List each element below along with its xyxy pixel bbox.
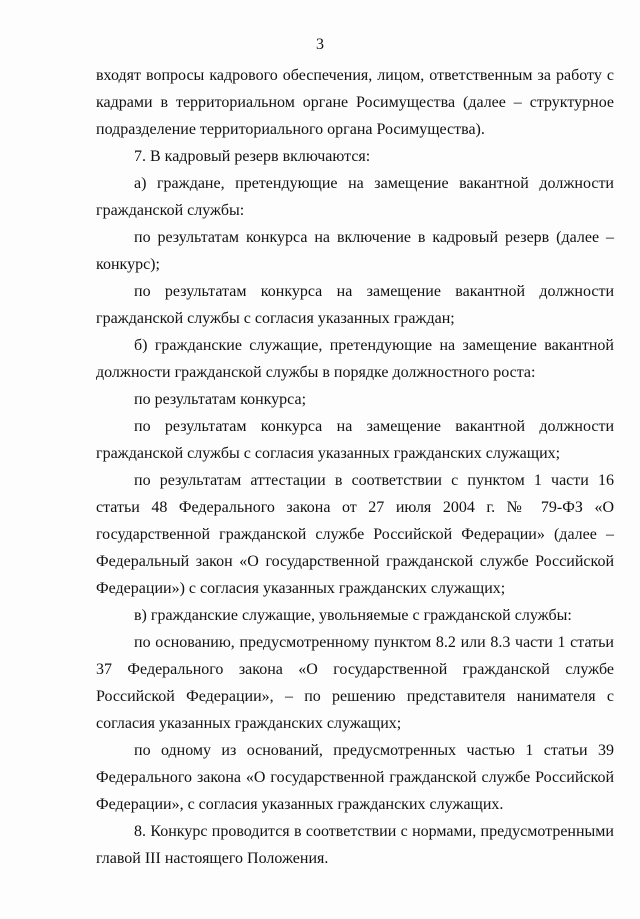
paragraph-item-7b: б) гражданские служащие, претендующие на замещение вакантной должности гражданской службы в порядке должностного роста: xyxy=(96,337,614,381)
paragraph-item-7b-1: по результатам конкурса; xyxy=(134,391,307,408)
paragraph-item-7b-2: по результатам конкурса на замещение вакантной должности гражданской службы с согласия указанных гражданских служащих; xyxy=(96,418,614,462)
paragraph-item-8: 8. Конкурс проводится в соответствии с нормами, предусмотренными главой III настоящего Положения. xyxy=(96,823,614,867)
paragraph-continuation: входят вопросы кадрового обеспечения, лицом, ответственным за работу с кадрами в территориальном органе Росимущества (далее – структурное подразделение территориального органа Росимущества). xyxy=(96,67,614,138)
paragraph-item-7a: а) граждане, претендующие на замещение вакантной должности гражданской службы: xyxy=(96,175,614,219)
document-body xyxy=(96,62,614,872)
paragraph-item-7v-1: по основанию, предусмотренному пунктом 8.2 или 8.3 части 1 статьи 37 Федерального закона «О государственной гражданской службе Российской Федерации», – по решению представителя нанимателя с согласия указанных гражданских служащих; xyxy=(96,634,614,732)
page-number: 3 xyxy=(316,36,324,53)
paragraph-item-7b-3: по результатам аттестации в соответствии с пунктом 1 части 16 статьи 48 Федерального закона от 27 июля 2004 г. № 79-ФЗ «О государственной гражданской службе Российской Федерации» (далее – Федеральный закон «О государственной гражданской службе Российской Федерации») с согласия указанных гражданских служащих; xyxy=(96,472,614,597)
paragraph-item-7: 7. В кадровый резерв включаются: xyxy=(134,148,371,165)
paragraph-item-7a-1: по результатам конкурса на включение в кадровый резерв (далее – конкурс); xyxy=(96,229,614,273)
paragraph-item-7v: в) гражданские служащие, увольняемые с гражданской службы: xyxy=(134,607,572,624)
paragraph-item-7a-2: по результатам конкурса на замещение вакантной должности гражданской службы с согласия указанных граждан; xyxy=(96,283,614,327)
paragraph-item-7v-2: по одному из оснований, предусмотренных частью 1 статьи 39 Федерального закона «О государственной гражданской службе Российской Федерации», с согласия указанных гражданских служащих. xyxy=(96,742,614,813)
